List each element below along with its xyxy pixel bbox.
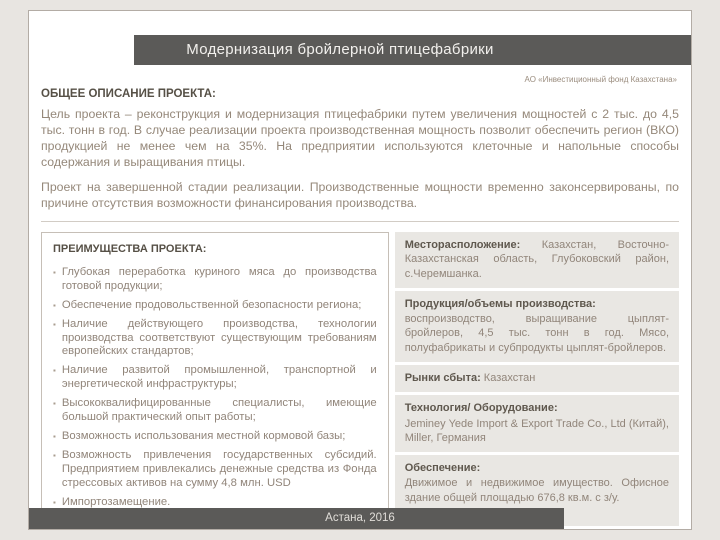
detail-label: Продукция/объемы производства: [404, 297, 596, 310]
list-item-text: Глубокая переработка куриного мяса до производства готовой продукции; [61, 265, 377, 292]
detail-text: Казахстан [483, 371, 536, 384]
details-panel [395, 232, 679, 526]
detail-label: Технология/ Оборудование: [404, 402, 558, 415]
bullet-square-icon: ▪ [53, 431, 56, 441]
list-item-text: Высококвалифицированные специалисты, имеющие большой практический опыт работы; [61, 397, 377, 424]
detail-label: Рынки сбыта: [404, 371, 481, 384]
detail-block-technology [395, 395, 679, 452]
overview-heading: ОБЩЕЕ ОПИСАНИЕ ПРОЕКТА: [41, 88, 216, 100]
bullet-square-icon: ▪ [53, 300, 56, 310]
detail-text: воспроизводство, выращивание цыплят-бройлеров, 4,5 тыс. тонн в год. Мясо, полуфабрикаты и субпродукты цыплят-бройлеров. [404, 313, 669, 354]
list-item [53, 318, 377, 360]
bullet-square-icon: ▪ [53, 267, 56, 277]
detail-label: Обеспечение: [404, 462, 481, 475]
bullet-square-icon: ▪ [53, 399, 56, 409]
list-item-text: Возможность привлечения государственных субсидий. Предприятием привлекались денежные средства из Фонда стрессовых активов на сумму 4,8 млн. USD [61, 448, 377, 489]
list-item [53, 364, 377, 392]
bullet-square-icon: ▪ [53, 366, 56, 376]
detail-block-location [395, 232, 679, 288]
detail-block-products [395, 291, 679, 362]
page-title: Модернизация бройлерной птицефабрики [186, 41, 494, 58]
section-divider [41, 221, 679, 222]
detail-label: Месторасположение: [404, 238, 521, 251]
slide-content [41, 71, 679, 508]
detail-block-markets [395, 365, 679, 392]
list-item-text: Импортозамещение. [61, 495, 171, 508]
list-item [53, 299, 377, 313]
list-item [53, 430, 377, 444]
list-item-text: Наличие действующего производства, технологии производства соответствуют существующим требованиям европейских стандартов; [61, 317, 377, 358]
detail-text: Jeminey Yede Import & Export Trade Co., Ltd (Китай), Miller, Германия [404, 417, 669, 444]
slide-frame [28, 10, 692, 530]
list-item [53, 266, 377, 294]
list-item-text: Наличие развитой промышленной, транспортной и энергетической инфраструктуры; [61, 364, 377, 391]
bullet-square-icon: ▪ [53, 450, 56, 460]
detail-text: Казахстан, Восточно-Казахстанская область, Глубоковский район, с.Черемшанка. [404, 238, 669, 280]
list-item-text: Обеспечение продовольственной безопасности региона; [61, 298, 362, 311]
overview-paragraph: Цель проекта – реконструкция и модернизация птицефабрики путем увеличения мощностей с 2 тыс. до 4,5 тыс. тонн в год. В случае реализации проекта производственная мощность позволит обеспечить регион (ВКО) продукцией не менее чем на 35%. На предприятии используются клеточные и напольные способы содержания и выращивания птицы. [41, 107, 679, 169]
detail-text: Движимое и недвижимое имущество. Офисное здание общей площадью 676,8 кв.м. с з/у. [404, 477, 669, 504]
list-item [53, 397, 377, 425]
columns-row [41, 232, 679, 526]
organization-name: АО «Инвестиционный фонд Казахстана» [524, 75, 677, 84]
list-item-text: Возможность использования местной кормовой базы; [61, 429, 346, 442]
advantages-panel [41, 232, 389, 526]
advantages-heading: ПРЕИМУЩЕСТВА ПРОЕКТА: [53, 242, 207, 255]
overview-paragraph: Проект на завершенной стадии реализации. Производственные мощности временно законсервированы, по причине отсутствия возможности финансирования производства. [41, 179, 679, 210]
list-item [53, 449, 377, 491]
footer-text: Астана, 2016 [325, 512, 395, 524]
bullet-square-icon: ▪ [53, 319, 56, 329]
advantages-list [53, 266, 377, 510]
bullet-square-icon: ▪ [53, 497, 56, 507]
